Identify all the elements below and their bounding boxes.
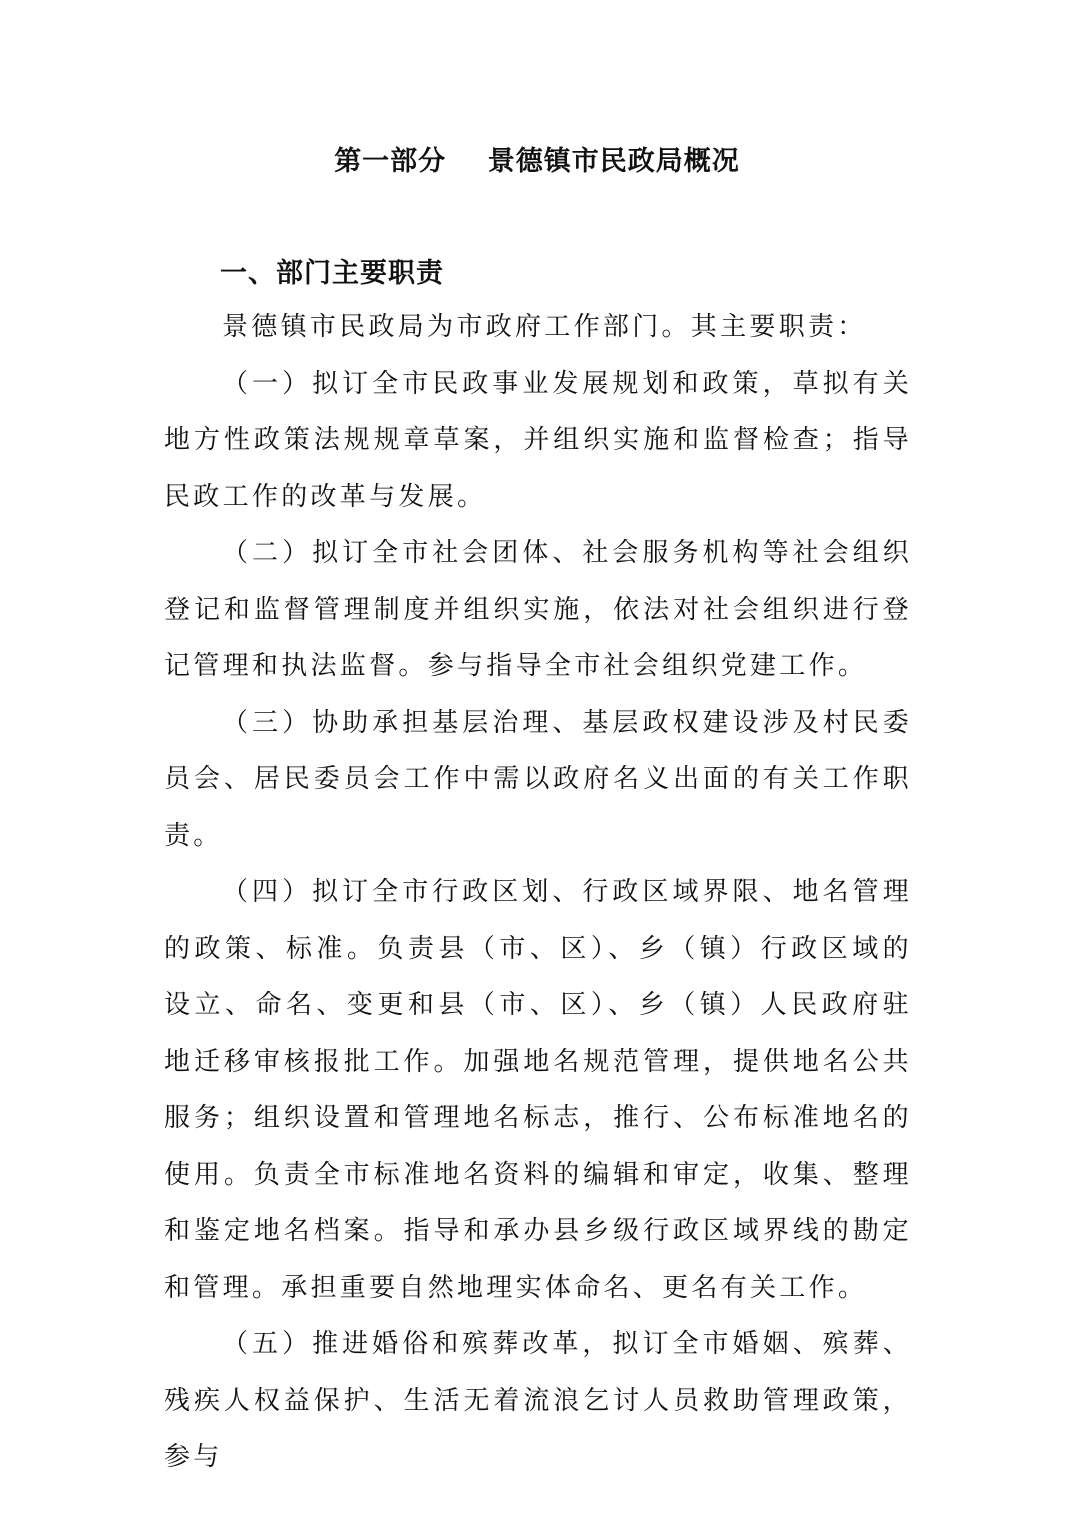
section-heading: 一、部门主要职责 [220,258,444,289]
paragraph-duty-3: （三）协助承担基层治理、基层政权建设涉及村民委员会、居民委员会工作中需以政府名义出面的有关工作职责。 [164,707,912,851]
paragraph-duty-4: （四）拟订全市行政区划、行政区域界限、地名管理的政策、标准。负责县（市、区）、乡（镇）行政区域的设立、命名、变更和县（市、区）、乡（镇）人民政府驻地迁移审核报批工作。加强地名规范管理，提供地名公共服务；组织设置和管理地名标志，推行、公布标准地名的使用。负责全市标准地名资料的编辑和审定，收集、整理和鉴定地名档案。指导和承办县乡级行政区域界线的勘定和管理。承担重要自然地理实体命名、更名有关工作。 [164,877,912,1303]
paragraph-duty-1: （一）拟订全市民政事业发展规划和政策，草拟有关地方性政策法规规章草案，并组织实施和监督检查；指导民政工作的改革与发展。 [164,368,912,512]
body-text [164,299,912,1486]
paragraph-duty-5: （五）推进婚俗和殡葬改革，拟订全市婚姻、殡葬、残疾人权益保护、生活无着流浪乞讨人员救助管理政策，参与 [164,1329,912,1472]
document-title: 第一部分 景德镇市民政局概况 [334,146,740,177]
paragraph-intro: 景德镇市民政局为市政府工作部门。其主要职责： [222,312,867,342]
paragraph-duty-2: （二）拟订全市社会团体、社会服务机构等社会组织登记和监督管理制度并组织实施，依法对社会组织进行登记管理和执法监督。参与指导全市社会组织党建工作。 [164,538,912,681]
